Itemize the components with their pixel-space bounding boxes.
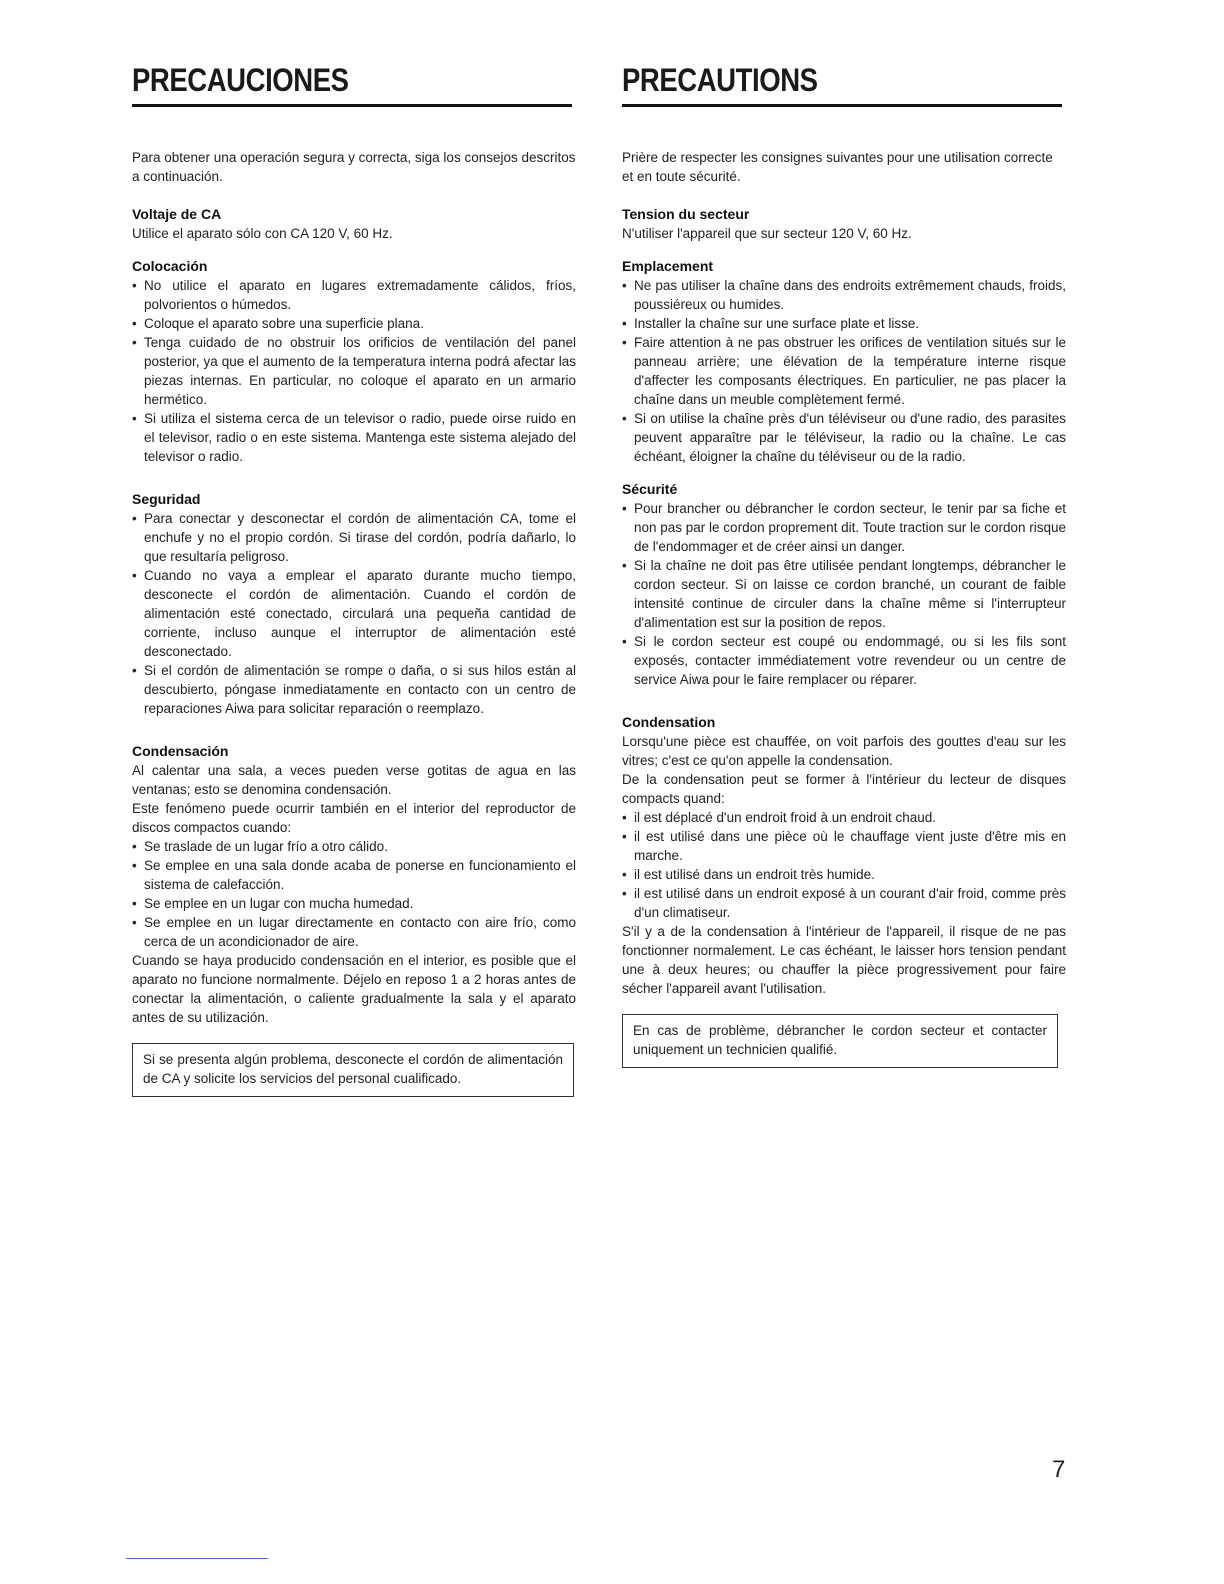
section-placement xyxy=(622,257,1066,466)
list-item: • Coloque el aparato sobre una superficie plana. xyxy=(132,314,576,333)
footer-divider xyxy=(126,1558,268,1559)
list-item: • Para conectar y desconectar el cordón de alimentación CA, tome el enchufe y no el propio cordón. Si tirase del cordón, podría dañarlo, lo que resultaría peligroso. xyxy=(132,509,576,566)
section-text: De la condensation peut se former à l'intérieur du lecteur de disques compacts quand: xyxy=(622,772,1066,806)
bullet-list xyxy=(622,499,1066,689)
notice-box: En cas de problème, débrancher le cordon secteur et contacter uniquement un technicien qualifié. xyxy=(622,1014,1058,1068)
intro-text: Prière de respecter les consignes suivantes pour une utilisation correcte et en toute sécurité. xyxy=(622,150,1053,184)
page-title-french: PRECAUTIONS xyxy=(622,62,1062,107)
list-item: • Se emplee en un lugar directamente en contacto con aire frío, como cerca de un acondicionador de aire. xyxy=(132,913,576,951)
section-text: N'utiliser l'appareil que sur secteur 120 V, 60 Hz. xyxy=(622,226,912,241)
list-item: • Tenga cuidado de no obstruir los orificios de ventilación del panel posterior, ya que el aumento de la temperatura interna podrá afectar las piezas internas. En particular, no coloque el aparato en un armario hermético. xyxy=(132,333,576,409)
list-item: • Si utiliza el sistema cerca de un televisor o radio, puede oirse ruido en el televisor, radio o en este sistema. Mantenga este sistema alejado del televisor o radio. xyxy=(132,409,576,466)
column-body xyxy=(622,148,1066,1068)
intro-text: Para obtener una operación segura y correcta, siga los consejos descritos a continuación. xyxy=(132,150,576,184)
list-item: • il est utilisé dans un endroit très humide. xyxy=(622,865,1066,884)
section-condensation xyxy=(132,742,576,1027)
column-body xyxy=(132,148,576,1097)
bullet-list xyxy=(622,808,1066,922)
section-safety xyxy=(132,490,576,718)
page-number: 7 xyxy=(1052,1456,1066,1483)
list-item: • No utilice el aparato en lugares extremadamente cálidos, fríos, polvorientos o húmedos. xyxy=(132,276,576,314)
page-title-spanish: PRECAUCIONES xyxy=(132,62,572,107)
bullet-list xyxy=(622,276,1066,466)
list-item: • Faire attention à ne pas obstruer les orifices de ventilation situés sur le panneau arrière; une élévation de la température interne risque d'affecter les composants électriques. En particulier, ne pas placer la chaîne dans un meuble complètement fermé. xyxy=(622,333,1066,409)
section-title: Tension du secteur xyxy=(622,206,750,222)
section-text: Cuando se haya producido condensación en el interior, es posible que el aparato no funcione normalmente. Déjelo en reposo 1 a 2 horas antes de conectar la alimentación, o caliente gradualmente la sala y el aparato antes de su utilización. xyxy=(132,953,576,1025)
section-text: Este fenómeno puede ocurrir también en el interior del reproductor de discos compactos cuando: xyxy=(132,801,576,835)
section-text: S'il y a de la condensation à l'intérieur de l'appareil, il risque de ne pas fonctionner normalement. Le cas échéant, le laisser hors tension pendant une à deux heures; ou chauffer la pièce progressivement pour faire sécher l'appareil avant l'utilisation. xyxy=(622,924,1066,996)
list-item: • Ne pas utiliser la chaîne dans des endroits extrêmement chauds, froids, poussiéreux ou humides. xyxy=(622,276,1066,314)
section-voltage xyxy=(132,205,576,243)
list-item: • Pour brancher ou débrancher le cordon secteur, le tenir par sa fiche et non pas par le cordon proprement dit. Toute traction sur le cordon risque de l'endommager et de créer ainsi un danger. xyxy=(622,499,1066,556)
section-title: Condensación xyxy=(132,743,229,759)
bullet-list xyxy=(132,837,576,951)
bullet-list xyxy=(132,276,576,466)
section-title: Colocación xyxy=(132,258,208,274)
section-title: Emplacement xyxy=(622,258,714,274)
list-item: • Se emplee en una sala donde acaba de ponerse en funcionamiento el sistema de calefacción. xyxy=(132,856,576,894)
section-title: Condensation xyxy=(622,714,716,730)
list-item: • Si le cordon secteur est coupé ou endommagé, ou si les fils sont exposés, contacter immédiatement votre revendeur ou un centre de service Aiwa pour le faire remplacer ou réparer. xyxy=(622,632,1066,689)
notice-box: Si se presenta algún problema, desconecte el cordón de alimentación de CA y solicite los servicios del personal cualificado. xyxy=(132,1043,574,1097)
section-condensation xyxy=(622,713,1066,998)
section-title: Sécurité xyxy=(622,481,678,497)
section-text: Utilice el aparato sólo con CA 120 V, 60 Hz. xyxy=(132,226,393,241)
list-item: • Si la chaîne ne doit pas être utilisée pendant longtemps, débrancher le cordon secteur. Si on laisse ce cordon branché, un courant de faible intensité continue de circuler dans la chaîne même si l'interrupteur d'alimentation est sur la position de repos. xyxy=(622,556,1066,632)
list-item: • Se emplee en un lugar con mucha humedad. xyxy=(132,894,576,913)
bullet-list xyxy=(132,509,576,718)
list-item: • il est utilisé dans une pièce où le chauffage vient juste d'être mis en marche. xyxy=(622,827,1066,865)
list-item: • il est déplacé d'un endroit froid à un endroit chaud. xyxy=(622,808,1066,827)
section-voltage xyxy=(622,205,1066,243)
list-item: • Si el cordón de alimentación se rompe o daña, o si sus hilos están al descubierto, póngase inmediatamente en contacto con un centro de reparaciones Aiwa para solicitar reparación o reemplazo. xyxy=(132,661,576,718)
list-item: • Se traslade de un lugar frío a otro cálido. xyxy=(132,837,576,856)
section-placement xyxy=(132,257,576,466)
list-item: • Installer la chaîne sur une surface plate et lisse. xyxy=(622,314,1066,333)
section-title: Voltaje de CA xyxy=(132,206,222,222)
list-item: • Cuando no vaya a emplear el aparato durante mucho tiempo, desconecte el cordón de alimentación. Cuando el cordón de alimentación esté conectado, circulará una pequeña cantidad de corriente, incluso aunque el interruptor de alimentación esté desconectado. xyxy=(132,566,576,661)
list-item: • il est utilisé dans un endroit exposé à un courant d'air froid, comme près d'un climatiseur. xyxy=(622,884,1066,922)
section-title: Seguridad xyxy=(132,491,201,507)
section-safety xyxy=(622,480,1066,689)
section-text: Al calentar una sala, a veces pueden verse gotitas de agua en las ventanas; esto se denomina condensación. xyxy=(132,763,576,797)
list-item: • Si on utilise la chaîne près d'un téléviseur ou d'une radio, des parasites peuvent apparaître par le téléviseur, la radio ou la chaîne. Le cas échéant, éloigner la chaîne du téléviseur ou de la radio. xyxy=(622,409,1066,466)
section-text: Lorsqu'une pièce est chauffée, on voit parfois des gouttes d'eau sur les vitres; c'est ce qu'on appelle la condensation. xyxy=(622,734,1066,768)
